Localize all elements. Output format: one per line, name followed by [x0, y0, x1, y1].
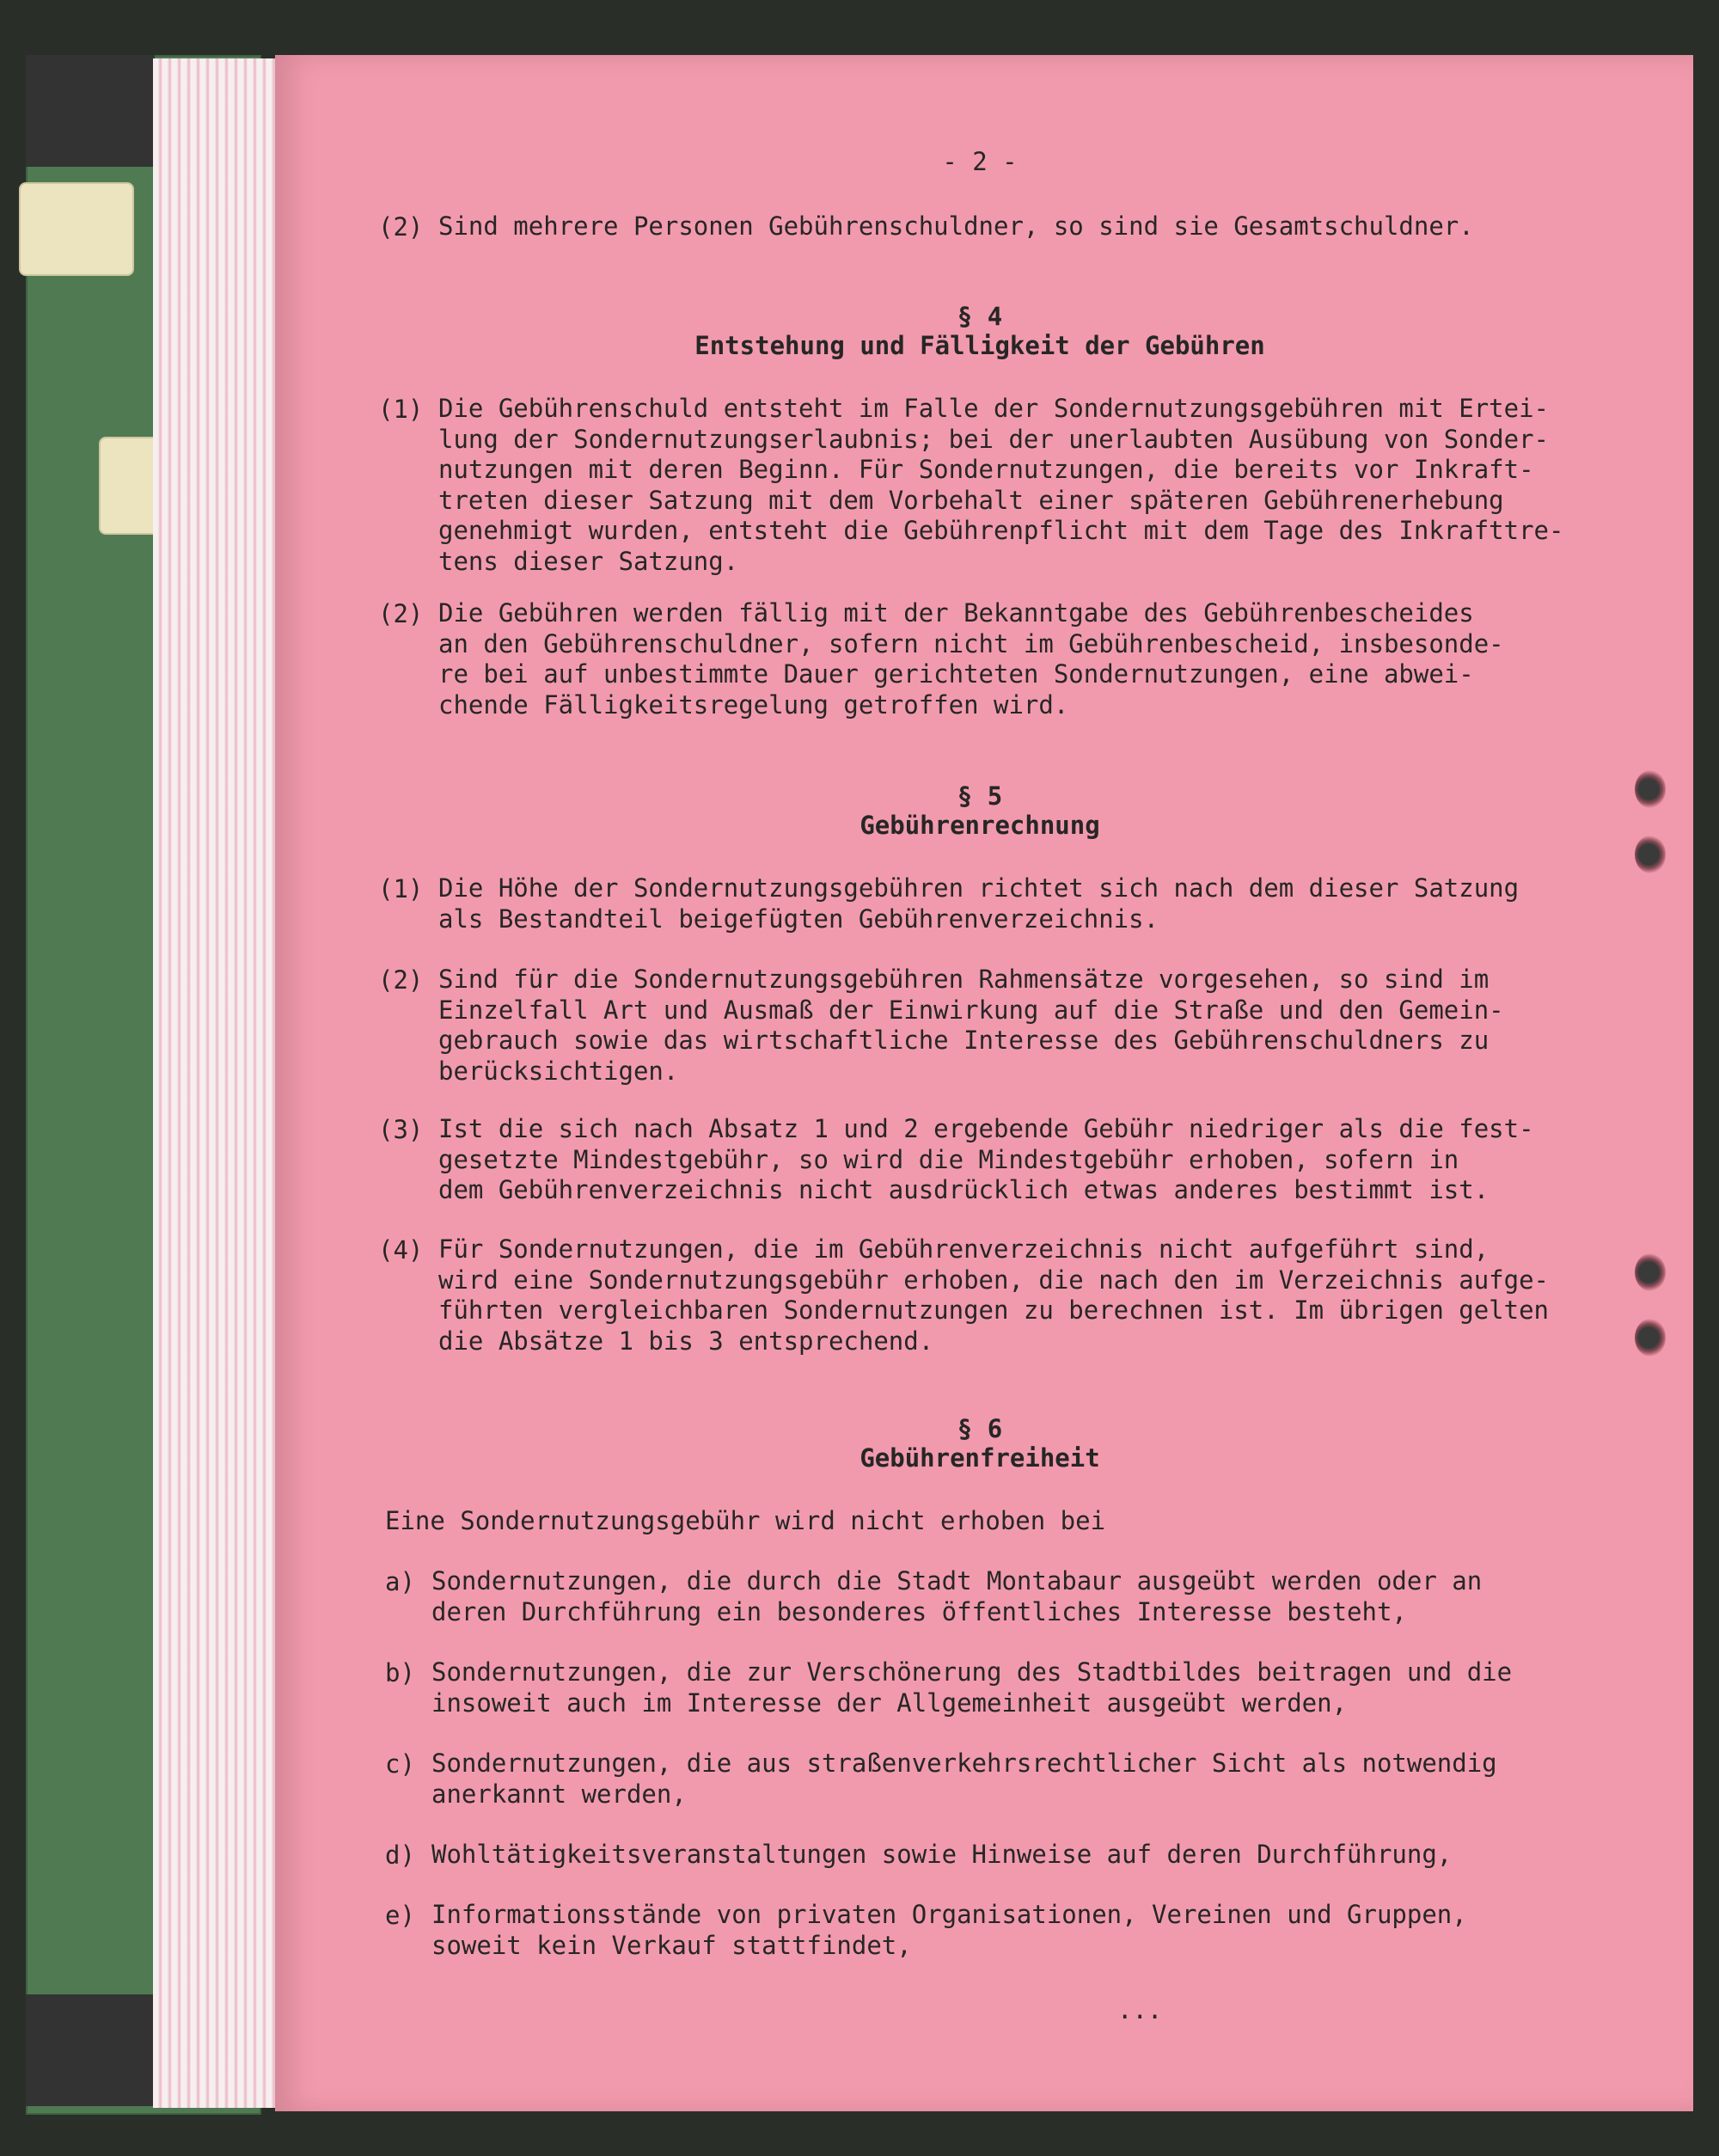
- list-item-text: Sondernutzungen, die durch die Stadt Montabaur ausgeübt werden oder an deren Durchführung ein besonderes öffentliches Interesse besteht,: [431, 1566, 1483, 1626]
- paragraph-text: Ist die sich nach Absatz 1 und 2 ergebende Gebühr niedriger als die fest- gesetzte Mindestgebühr, so wird die Mindestgebühr erhoben, sofern in dem Gebührenverzeichnis nicht ausdrücklich etwas anderes bestimmt ist.: [438, 1114, 1534, 1204]
- list-item-label: c): [385, 1749, 415, 1779]
- paragraph-number: (2): [378, 212, 424, 242]
- continuation-marker: ...: [1117, 1995, 1163, 2024]
- index-tab-upper: [19, 182, 134, 276]
- list-item-text: Sondernutzungen, die aus straßenverkehrsrechtlicher Sicht als notwendig anerkannt werden,: [431, 1749, 1497, 1809]
- list-item-label: e): [385, 1901, 415, 1930]
- paragraph-text: Für Sondernutzungen, die im Gebührenverzeichnis nicht aufgeführt sind, wird eine Sondernutzungsgebühr erhoben, die nach den im Verzeichnis aufge- führten vergleichbaren Sondernutzungen zu berechnen ist. Im übrigen gelten die Absätze 1 bis 3 entsprechend.: [438, 1234, 1550, 1356]
- list-item-label: a): [385, 1567, 415, 1596]
- punch-hole: [1635, 1253, 1666, 1291]
- punch-hole: [1635, 770, 1666, 808]
- paragraph-text: Sind für die Sondernutzungsgebühren Rahmensätze vorgesehen, so sind im Einzelfall Art und Ausmaß der Einwirkung auf die Straße und den Gemein- gebrauch sowie das wirtschaftliche Interesse des Gebührenschuldners zu berücksichtigen.: [438, 965, 1504, 1086]
- paragraph-text: Die Gebühren werden fällig mit der Bekanntgabe des Gebührenbescheides an den Gebührenschuldner, sofern nicht im Gebührenbescheid, insbesonde- re bei auf unbestimmte Dauer gerichteten Sondernutzungen, eine abwei- chende Fälligkeitsregelung getroffen wird.: [438, 598, 1504, 720]
- page-edges: [153, 58, 282, 2108]
- section-number: § 4: [957, 302, 1003, 331]
- section-intro: Eine Sondernutzungsgebühr wird nicht erhoben bei: [385, 1506, 1106, 1535]
- paragraph-number: (4): [378, 1235, 424, 1265]
- paragraph-number: (1): [378, 395, 424, 424]
- paragraph-number: (2): [378, 599, 424, 628]
- paragraph-text: Sind mehrere Personen Gebührenschuldner, so sind sie Gesamtschuldner.: [438, 211, 1474, 241]
- punch-hole: [1635, 1319, 1666, 1357]
- paragraph-text: Die Gebührenschuld entsteht im Falle der Sondernutzungsgebühren mit Ertei- lung der Sondernutzungserlaubnis; bei der unerlaubten Ausübung von Sonder- nutzungen mit deren Beginn. Für Sondernutzungen, die bereits vor Inkraft- treten dieser Satzung mit dem Vorbehalt einer späteren Gebührenerhebung genehmigt wurden, entsteht die Gebührenpflicht mit dem Tage des Inkrafttre- tens dieser Satzung.: [438, 394, 1564, 576]
- paragraph-number: (2): [378, 965, 424, 995]
- list-item-label: d): [385, 1841, 415, 1870]
- paragraph-number: (3): [378, 1115, 424, 1144]
- list-item-label: b): [385, 1658, 415, 1687]
- section-title: Gebührenrechnung: [860, 811, 1100, 840]
- paragraph-number: (1): [378, 874, 424, 903]
- list-item-text: Wohltätigkeitsveranstaltungen sowie Hinweise auf deren Durchführung,: [431, 1840, 1453, 1869]
- punch-hole: [1635, 836, 1666, 873]
- paragraph-text: Die Höhe der Sondernutzungsgebühren richtet sich nach dem dieser Satzung als Bestandteil beigefügten Gebührenverzeichnis.: [438, 873, 1520, 934]
- list-item-text: Informationsstände von privaten Organisationen, Vereinen und Gruppen, soweit kein Verkauf stattfindet,: [431, 1900, 1467, 1960]
- list-item-text: Sondernutzungen, die zur Verschönerung des Stadtbildes beitragen und die insoweit auch im Interesse der Allgemeinheit ausgeübt werden,: [431, 1657, 1513, 1718]
- section-number: § 6: [957, 1414, 1003, 1443]
- page-number: - 2 -: [942, 147, 1018, 176]
- section-title: Entstehung und Fälligkeit der Gebühren: [694, 331, 1265, 360]
- section-number: § 5: [957, 781, 1003, 811]
- binder-corner-top: [26, 55, 155, 167]
- binder-corner-bottom: [26, 1994, 155, 2106]
- section-title: Gebührenfreiheit: [860, 1443, 1100, 1473]
